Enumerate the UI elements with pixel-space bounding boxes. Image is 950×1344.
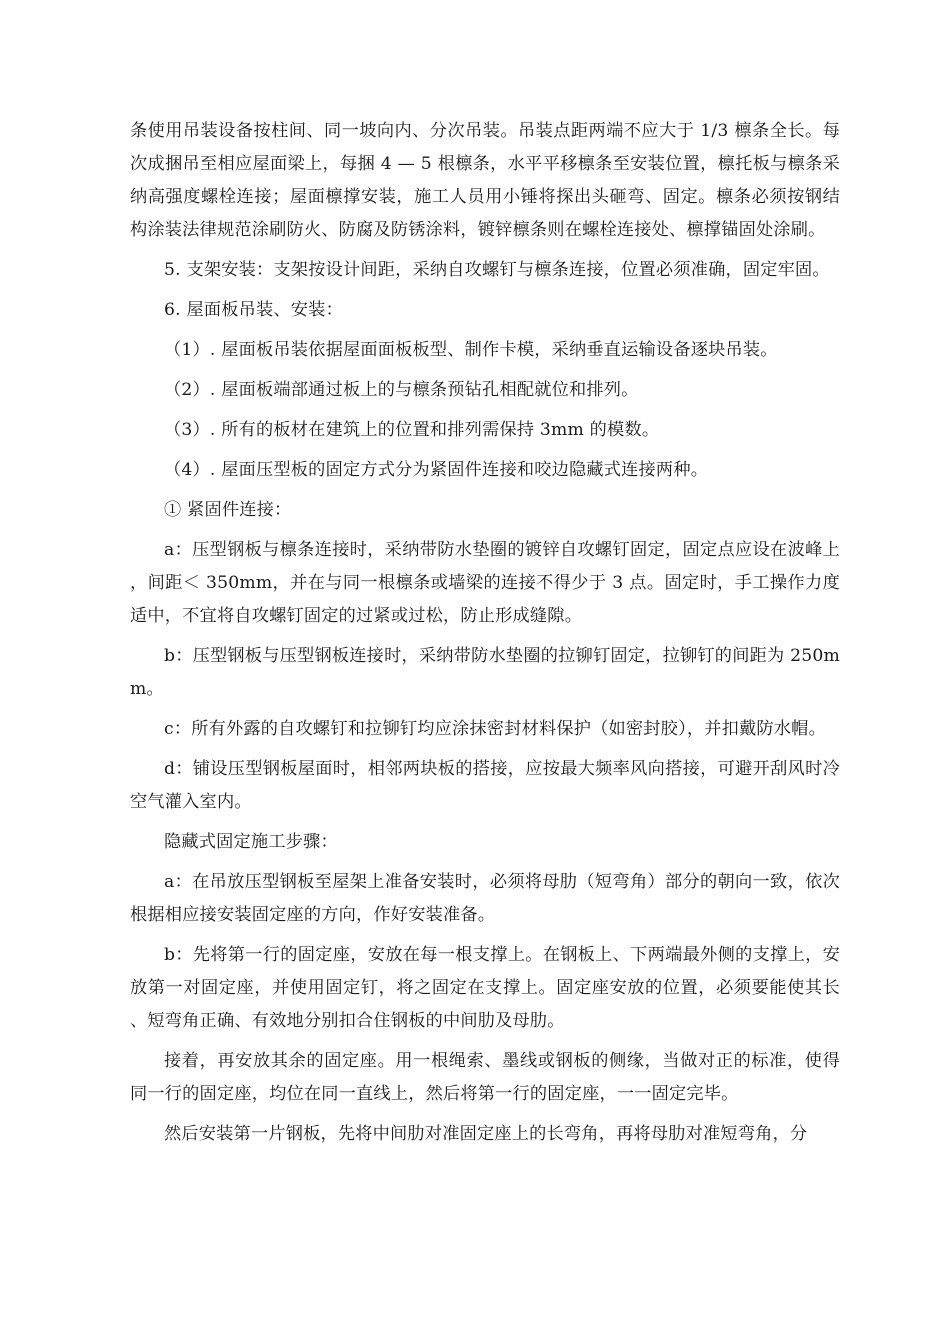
- paragraph-hidden-fix-heading: 隐藏式固定施工步骤：: [164, 832, 338, 852]
- paragraph-purlin-hoisting: 条使用吊装设备按柱间、同一坡向内、分次吊装。吊装点距两端不应大于 1/3 檩条全长。每次成捆吊至相应屋面梁上，每捆 4 — 5 根檩条，水平平移檩条至安装位置，檩托板与檩条采纳高强度螺栓连接；屋面檩撑安装，施工人员用小锤将探出头砸弯、固定。檩条必须按钢结构涂装法律规范涂刷防火、防腐及防锈涂料，镀锌檩条则在螺栓连接处、檩撑锚固处涂刷。: [130, 121, 840, 240]
- paragraph-roof-panel-heading: 6. 屋面板吊装、安装：: [164, 300, 343, 320]
- paragraph-fastener-heading: ① 紧固件连接：: [164, 500, 292, 520]
- document-body: [130, 115, 840, 1158]
- paragraph-fastener-c: c：所有外露的自攻螺钉和拉铆钉均应涂抹密封材料保护（如密封胶），并扣戴防水帽。: [164, 719, 826, 739]
- list-item-panel-2: （2）. 屋面板端部通过板上的与檩条预钻孔相配就位和排列。: [164, 380, 639, 400]
- list-item-panel-3: （3）. 所有的板材在建筑上的位置和排列需保持 3mm 的模数。: [164, 420, 660, 440]
- paragraph-bracket-install: 5. 支架安装：支架按设计间距，采纳自攻螺钉与檩条连接，位置必须准确，固定牢固。: [164, 260, 830, 280]
- paragraph-first-sheet: 然后安装第一片钢板，先将中间肋对准固定座上的长弯角，再将母肋对准短弯角，分: [164, 1124, 808, 1144]
- paragraph-next-seats: 接着，再安放其余的固定座。用一根绳索、墨线或钢板的侧缘，当做对正的标准，使得同一行的固定座，均位在同一直线上，然后将第一行的固定座，一一固定完毕。: [130, 1051, 840, 1104]
- paragraph-fastener-a: a：压型钢板与檩条连接时，采纳带防水垫圈的镀锌自攻螺钉固定，固定点应设在波峰上，间距＜ 350mm，并在与同一根檩条或墙梁的连接不得少于 3 点。固定时，手工操作力度适中，不宜将自攻螺钉固定的过紧或过松，防止形成缝隙。: [130, 540, 840, 626]
- paragraph-hidden-fix-b: b：先将第一行的固定座，安放在每一根支撑上。在钢板上、下两端最外侧的支撑上，安放第一对固定座，并使用固定钉，将之固定在支撑上。固定座安放的位置，必须要能使其长、短弯角正确、有效地分别扣合住钢板的中间肋及母肋。: [130, 945, 840, 1031]
- paragraph-fastener-d: d：铺设压型钢板屋面时，相邻两块板的搭接，应按最大频率风向搭接，可避开刮风时冷空气灌入室内。: [130, 759, 840, 812]
- paragraph-fastener-b: b：压型钢板与压型钢板连接时，采纳带防水垫圈的拉铆钉固定，拉铆钉的间距为 250mm。: [130, 646, 840, 699]
- paragraph-hidden-fix-a: a：在吊放压型钢板至屋架上准备安装时，必须将母肋（短弯角）部分的朝向一致，依次根据相应接安装固定座的方向，作好安装准备。: [130, 872, 840, 925]
- list-item-panel-1: （1）. 屋面板吊装依据屋面面板板型、制作卡模，采纳垂直运输设备逐块吊装。: [164, 340, 778, 360]
- list-item-panel-4: （4）. 屋面压型板的固定方式分为紧固件连接和咬边隐藏式连接两种。: [164, 460, 709, 480]
